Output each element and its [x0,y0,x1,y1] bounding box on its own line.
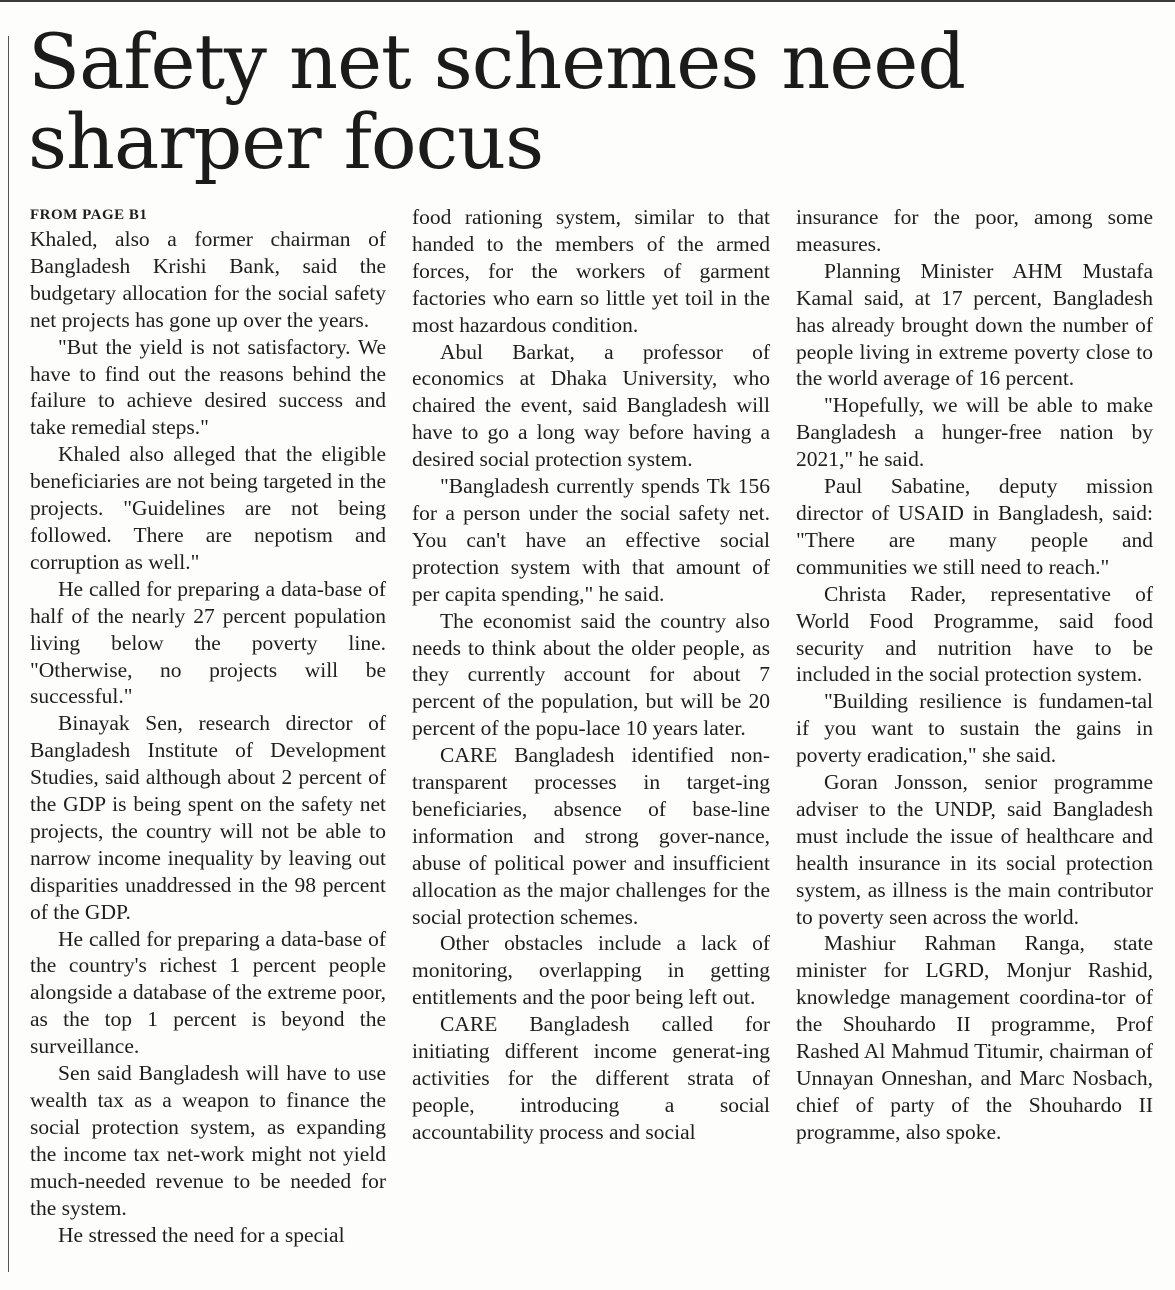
paragraph: Paul Sabatine, deputy mission director of USAID in Bangladesh, said: "There are many people and communities we still need to reach." [796,474,1153,579]
paragraph: Mashiur Rahman Ranga, state minister for LGRD, Monjur Rashid, knowledge management coordina-tor of the Shouhardo II programme, Prof Rashed Al Mahmud Titumir, chairman of Unnayan Onneshan, and Marc Nosbach, chief of party of the Shouhardo II programme, also spoke. [796,931,1153,1144]
paragraph: CARE Bangladesh called for initiating different income generat-ing activities for the different strata of people, introducing a social accountability process and social [412,1012,770,1144]
paragraph: Binayak Sen, research director of Bangladesh Institute of Development Studies, said although about 2 percent of the GDP is being spent on the safety net projects, the country will not be able to narrow income inequality by leaving out disparities unaddressed in the 98 percent of the GDP. [30,711,386,924]
paragraph: He called for preparing a data-base of the country's richest 1 percent people alongside a database of the extreme poor, as the top 1 percent is beyond the surveillance. [30,926,386,1059]
paragraph: Khaled also alleged that the eligible beneficiaries are not being targeted in the projects. "Guidelines are not being followed. There are nepotism and corruption as well." [30,442,386,574]
article-column-3 [796,204,1153,1146]
article-column-2 [412,204,770,1146]
paragraph: insurance for the poor, among some measures. [796,205,1153,256]
paragraph: CARE Bangladesh identified non-transparent processes in target-ing beneficiaries, absence of base-line information and strong gover-nance, abuse of political power and insufficient allocation as the major challenges for the social protection schemes. [412,743,770,929]
paragraph: "Bangladesh currently spends Tk 156 for a person under the social safety net. You can't have an effective social protection system with that amount of per capita spending," he said. [412,474,770,606]
paragraph: food rationing system, similar to that handed to the members of the armed forces, for the workers of garment factories who earn so little yet toil in the most hazardous condition. [412,205,770,337]
left-column-rule [8,36,9,1272]
paragraph: Sen said Bangladesh will have to use wealth tax as a weapon to finance the social protection system, as expanding the income tax net-work might not yield much-needed revenue to be needed for the system. [30,1061,386,1220]
headline: Safety net schemes need sharper focus [28,17,965,186]
paragraph: He called for preparing a data-base of half of the nearly 27 percent population living below the poverty line. "Otherwise, no projects will be successful." [30,576,386,709]
paragraph: Khaled, also a former chairman of Bangladesh Krishi Bank, said the budgetary allocation for the social safety net projects has gone up over the years. [30,227,386,332]
paragraph: The economist said the country also needs to think about the older people, as they currently account for about 7 percent of the population, but will be 20 percent of the popu-lace 10 years later. [412,608,770,741]
paragraph: "Building resilience is fundamen-tal if you want to sustain the gains in poverty eradication," she said. [796,689,1153,768]
paragraph: Abul Barkat, a professor of economics at Dhaka University, who chaired the event, said Bangladesh will have to go a long way before having a desired social protection system. [412,339,770,472]
paragraph: Christa Rader, representative of World Food Programme, said food security and nutrition have to be included in the social protection system. [796,581,1153,687]
paragraph: Planning Minister AHM Mustafa Kamal said, at 17 percent, Bangladesh has already brought down the number of people living in extreme poverty close to the world average of 16 percent. [796,258,1153,391]
paragraph: He stressed the need for a special [58,1222,345,1247]
paragraph: "Hopefully, we will be able to make Bangladesh a hunger-free nation by 2021," he said. [796,393,1153,472]
top-rule [0,0,1175,2]
paragraph: "But the yield is not satisfactory. We have to find out the reasons behind the failure to achieve desired success and take remedial steps." [30,334,386,440]
paragraph: Goran Jonsson, senior programme adviser to the UNDP, said Bangladesh must include the issue of healthcare and health insurance in its social protection system, as illness is the main contributor to poverty seen across the world. [796,770,1153,929]
paragraph: Other obstacles include a lack of monitoring, overlapping in getting entitlements and the poor being left out. [412,931,770,1010]
article-column-1 [30,204,386,1248]
kicker-from-page: FROM PAGE B1 [30,207,148,223]
